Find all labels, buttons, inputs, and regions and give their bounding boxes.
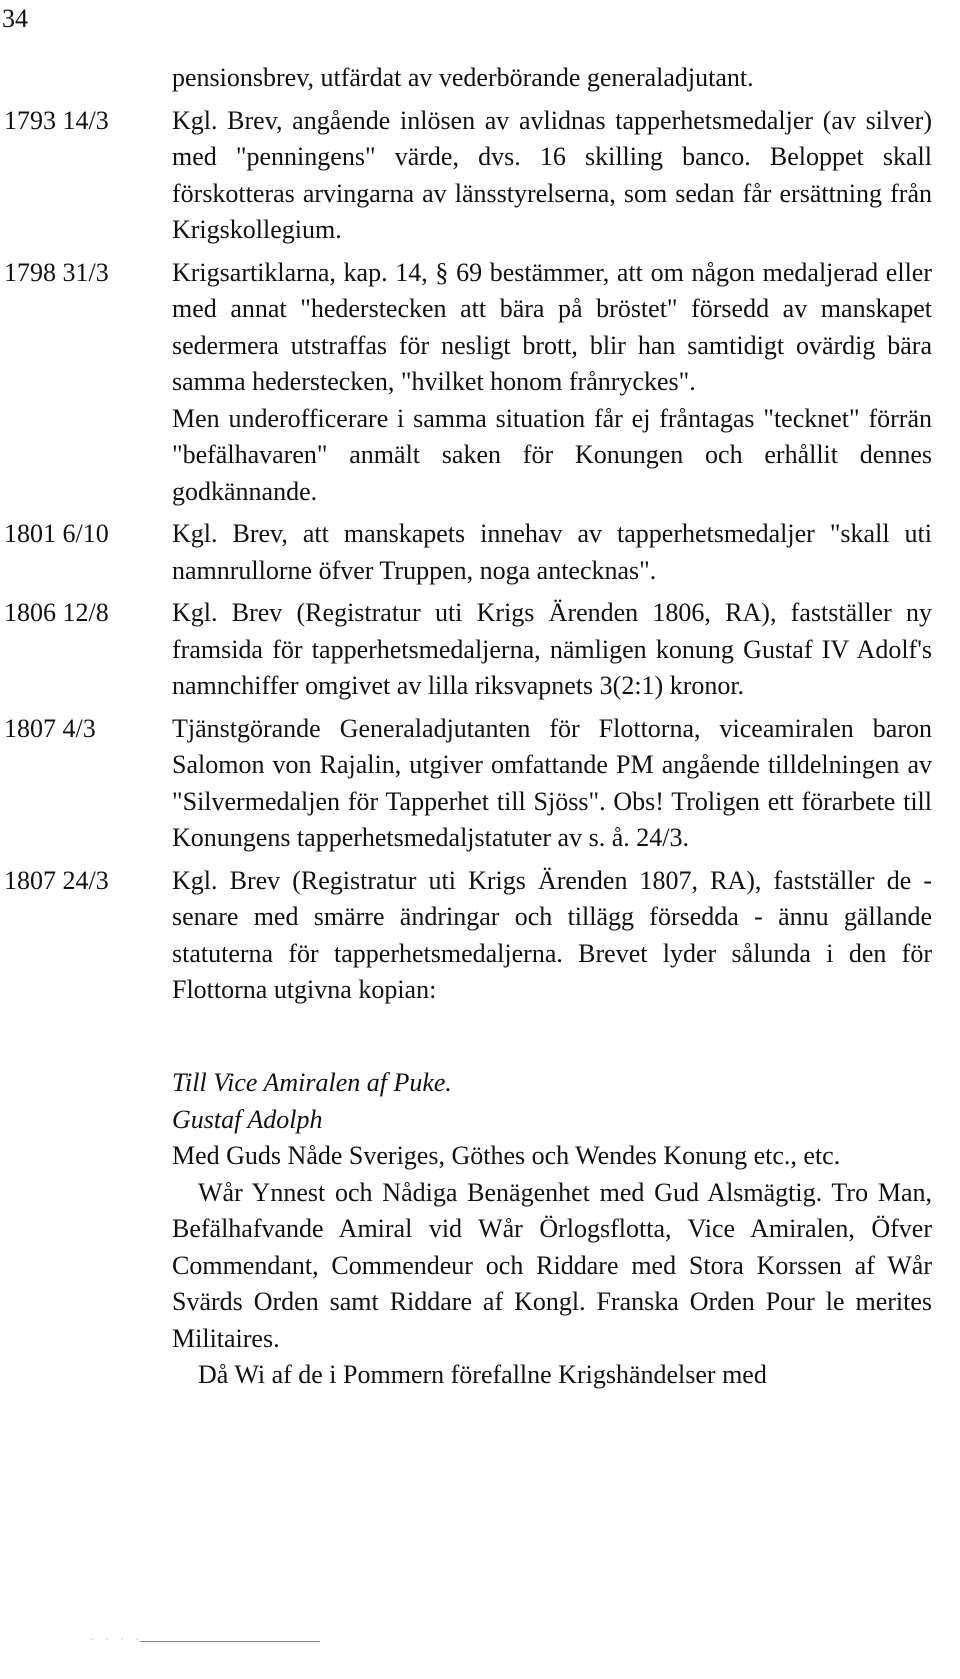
entry-paragraph: Men underofficerare i samma situation får ej fråntagas "tecknet" förrän "befälhavaren" anmält saken för Konungen och erhållit dennes godkännande. <box>172 403 932 506</box>
entry-body <box>172 516 932 589</box>
entry-body <box>172 595 932 705</box>
entry-date: 1807 4/3 <box>4 713 96 743</box>
chronology-entry <box>0 60 960 97</box>
entry-date: 1801 6/10 <box>4 519 109 548</box>
chronology-entry <box>0 103 960 249</box>
letter-signature <box>172 1102 932 1139</box>
chronology-entry <box>0 255 960 511</box>
entry-paragraph: Kgl. Brev (Registratur uti Krigs Ärenden 1807, RA), fastställer de - senare med smärre ändringar och tillägg försedda - ännu gällande statuterna för tapperhetsmedaljerna. Brevet lyder sålunda i den för Flottorna utgivna kopian: <box>172 865 932 1004</box>
entry-date: 1793 14/3 <box>4 105 109 135</box>
chronology-entry <box>0 863 960 1009</box>
entry-date: 1798 31/3 <box>4 257 109 287</box>
entry-date: 1806 12/8 <box>4 598 109 627</box>
entry-paragraph: Krigsartiklarna, kap. 14, § 69 bestämmer, att om någon medaljerad eller med annat "hederstecken att bära på bröstet" försedd av manskapet sedermera utstraffas för nesligt brott, blir han samtidigt ovärdig bära samma hederstecken, "hvilket honom frånryckes". <box>172 257 932 396</box>
letter-signature-text: Gustaf Adolph <box>172 1104 323 1134</box>
entry-paragraph: Kgl. Brev (Registratur uti Krigs Ärenden 1806, RA), fastställer ny framsida för tapperhetsmedaljerna, nämligen konung Gustaf IV Adolf's namnchiffer omgivet av lilla riksvapnets 3(2:1) kronor. <box>172 598 932 700</box>
entry-body <box>172 60 932 97</box>
letter-greeting: Wår Ynnest och Nådiga Benägenhet med Gud Alsmägtig. Tro Man, Befälhafvande Amiral vid Wår Örlogsflotta, Vice Amiralen, Öfver Commendant, Commendeur och Riddare med Stora Korssen af Wår Svärds Orden samt Riddare af Kongl. Franska Orden Pour le merites Militaires. <box>172 1177 932 1353</box>
entry-paragraph: Kgl. Brev, att manskapets innehav av tapperhetsmedaljer "skall uti namnrullorne öfver Truppen, noga antecknas". <box>172 519 932 585</box>
entry-paragraph: Kgl. Brev, angående inlösen av avlidnas tapperhetsmedaljer (av silver) med "penningens" värde, dvs. 16 skilling banco. Beloppet skall förskotteras arvingarna av länsstyrelserna, som sedan får ersättning från Krigskollegium. <box>172 105 932 244</box>
letter-style-line: Med Guds Nåde Sveriges, Göthes och Wendes Konung etc., etc. <box>172 1141 841 1170</box>
chronology-entry <box>0 516 960 589</box>
entry-paragraph: pensionsbrev, utfärdat av vederbörande generaladjutant. <box>172 63 754 92</box>
entry-body <box>172 255 932 511</box>
chronology-entries <box>0 60 960 1015</box>
letter-opening: Då Wi af de i Pommern förefallne Krigshändelser med <box>198 1360 767 1389</box>
chronology-entry <box>0 711 960 857</box>
quoted-royal-letter <box>172 1065 932 1394</box>
chronology-entry <box>0 595 960 705</box>
letter-address-text: Till Vice Amiralen af Puke. <box>172 1068 452 1097</box>
scan-artifact-dots: · · · · <box>90 1632 143 1646</box>
entry-date: 1807 24/3 <box>4 865 109 895</box>
entry-paragraph: Tjänstgörande Generaladjutanten för Flottorna, viceamiralen baron Salomon von Rajalin, utgiver omfattande PM angående tilldelningen av "Silvermedaljen för Tapperhet till Sjöss". Obs! Troligen ett förarbete till Konungens tapperhetsmedaljstatuter av s. å. 24/3. <box>172 713 932 852</box>
footer-rule <box>140 1641 320 1642</box>
entry-body <box>172 863 932 1009</box>
page-number: 34 <box>2 4 28 33</box>
entry-body <box>172 711 932 857</box>
entry-body <box>172 103 932 249</box>
letter-address <box>172 1065 932 1102</box>
